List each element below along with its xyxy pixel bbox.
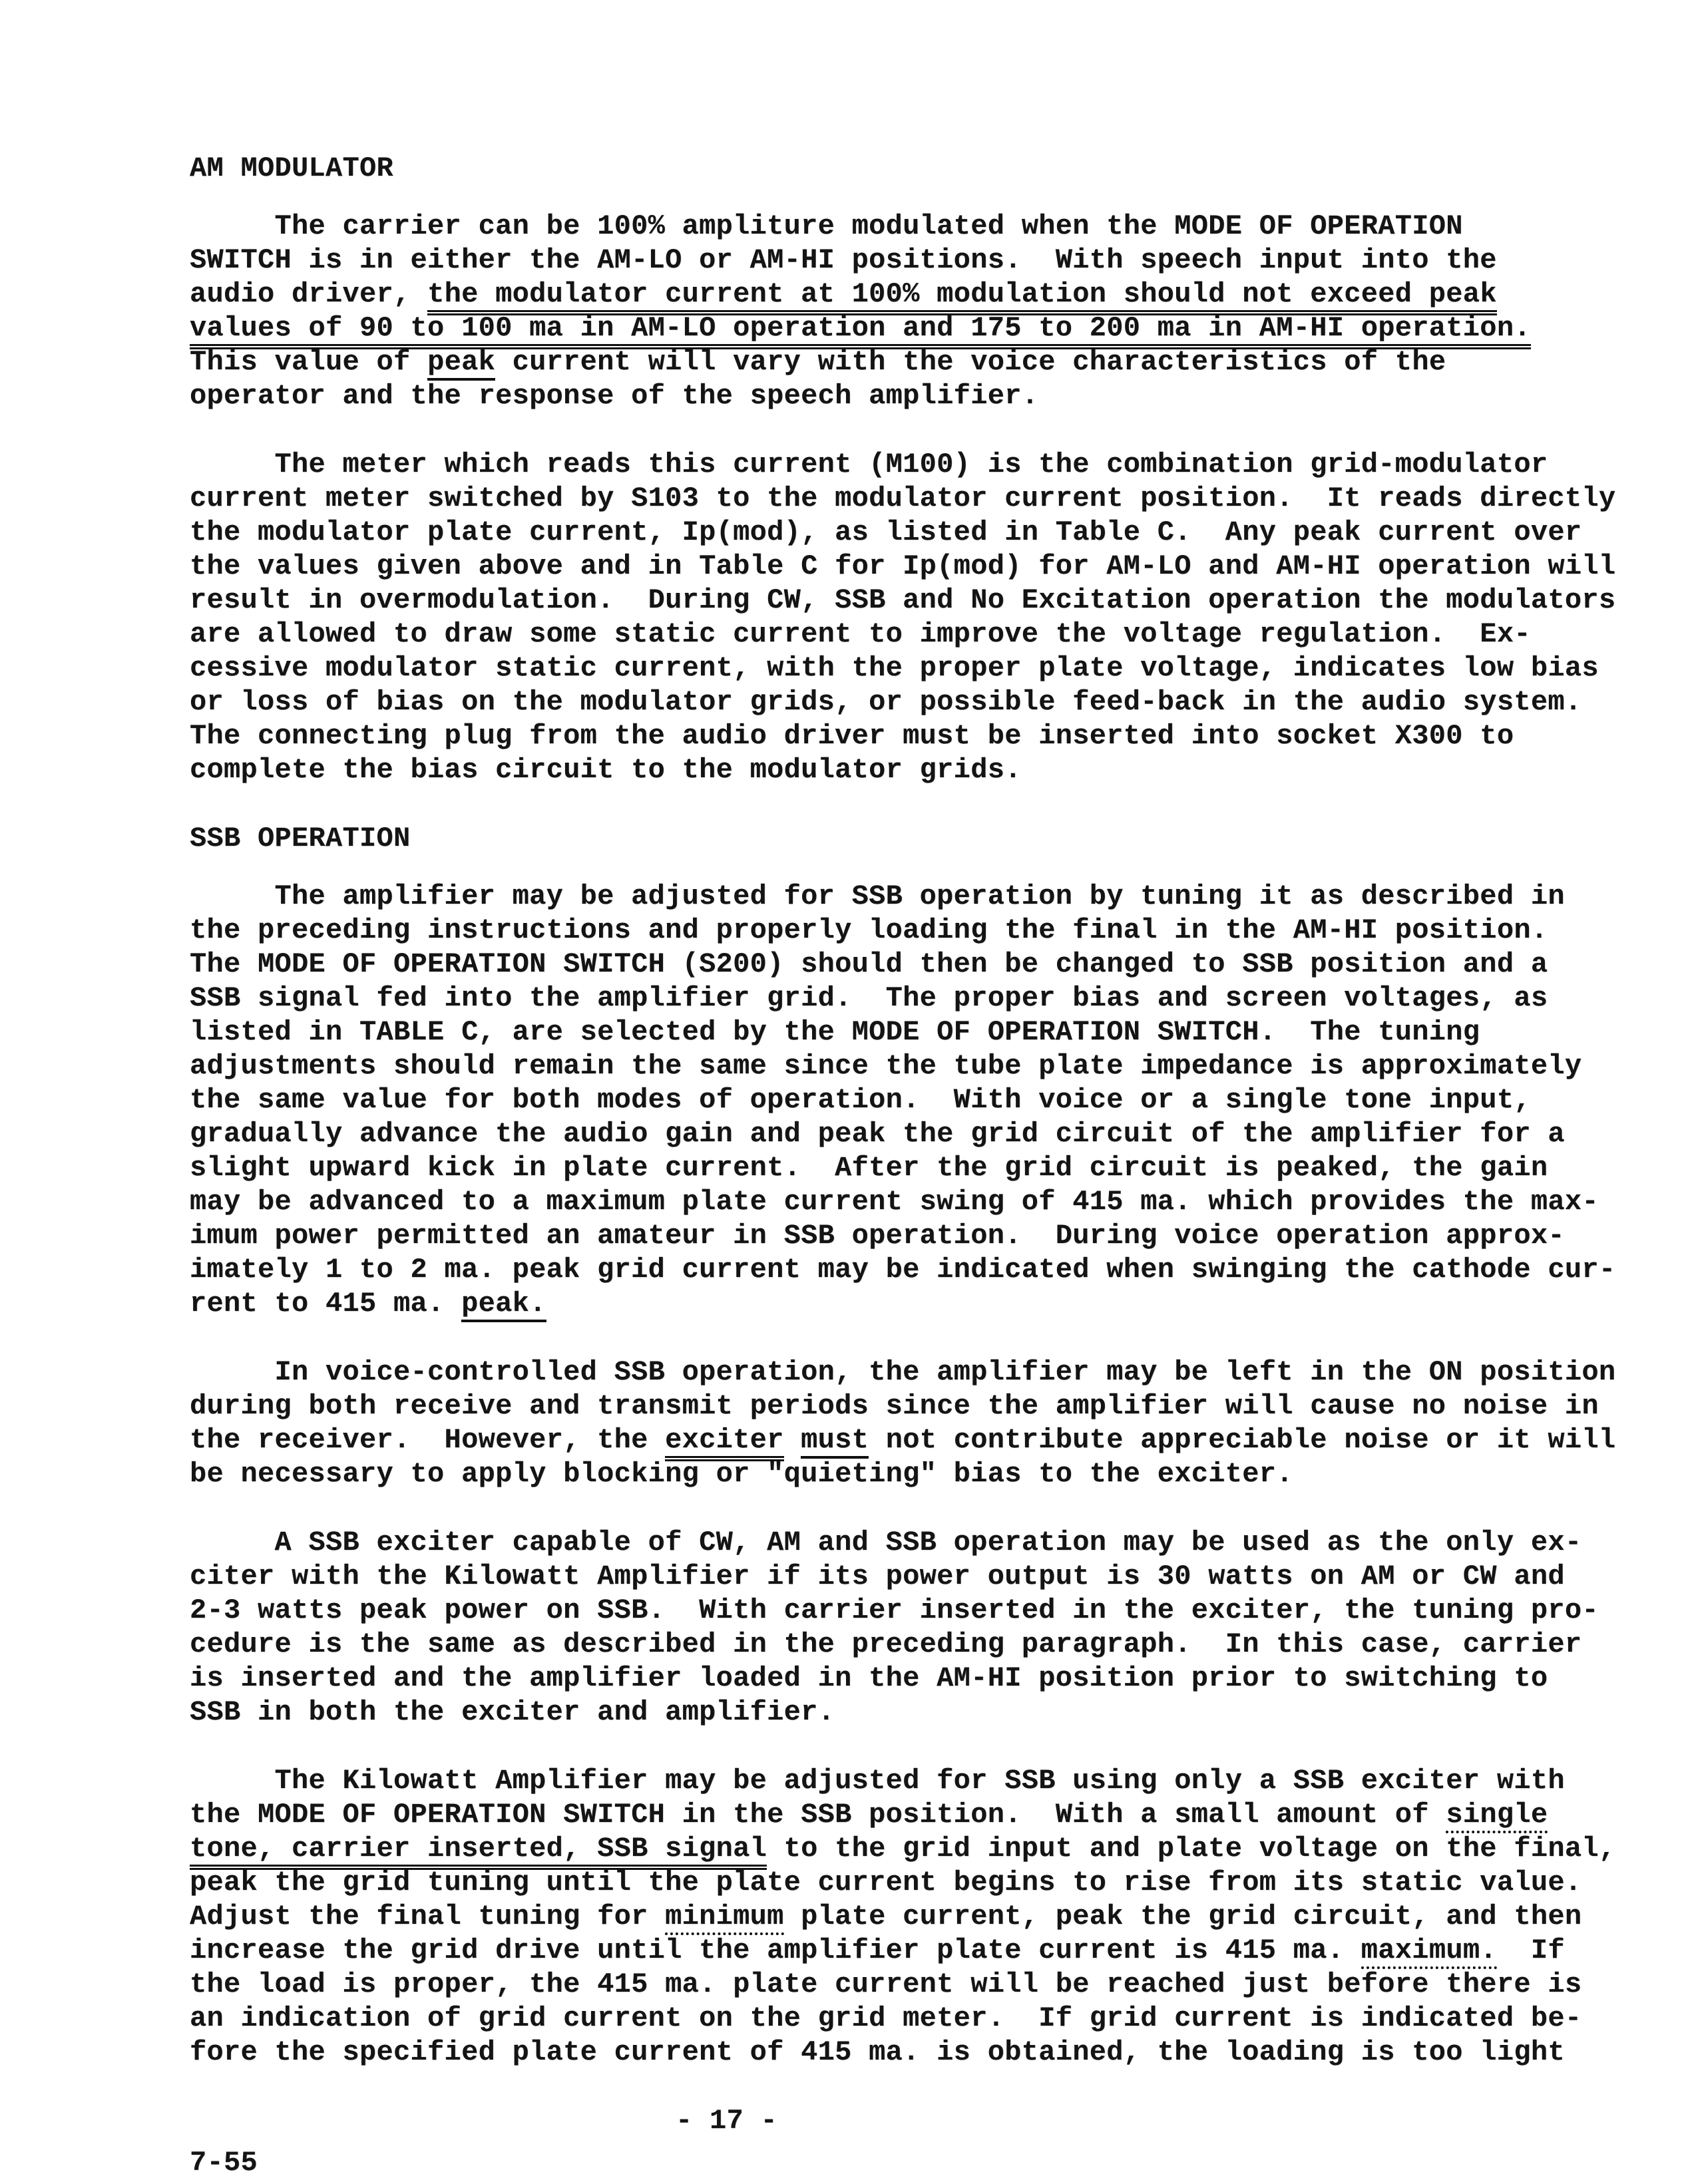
text-segment: not contribute appreciable noise or it will — [869, 1424, 1616, 1456]
underlined-text: minimum — [665, 1901, 784, 1935]
text-segment: current meter switched by S103 to the modulator current position. It reads directly — [190, 482, 1616, 514]
text-segment: cedure is the same as described in the preceding paragraph. In this case, carrier — [190, 1628, 1582, 1660]
text-line — [190, 210, 1649, 244]
document-body — [190, 152, 1649, 2070]
text-segment: the preceding instructions and properly loading the final in the AM-HI position. — [190, 914, 1548, 946]
text-segment: imately 1 to 2 ma. peak grid current may be indicated when swinging the cathode cur- — [190, 1254, 1616, 1286]
text-segment: be necessary to apply blocking or "quieting" bias to the exciter. — [190, 1458, 1293, 1490]
text-line — [190, 584, 1649, 618]
text-segment: increase the grid drive until the amplifier plate current is 415 ma. — [190, 1934, 1361, 1966]
underlined-text: maximum. — [1361, 1934, 1497, 1969]
text-segment: the MODE OF OPERATION SWITCH in the SSB position. With a small amount of — [190, 1799, 1446, 1831]
text-line — [190, 1526, 1649, 1560]
text-line — [190, 618, 1649, 651]
text-line — [190, 1015, 1649, 1049]
text-line — [190, 1594, 1649, 1628]
text-line — [190, 345, 1649, 379]
text-line — [190, 277, 1649, 311]
text-segment: If — [1496, 1934, 1565, 1966]
text-segment: adjustments should remain the same since the tube plate impedance is approximately — [190, 1050, 1582, 1082]
text-segment: peak the grid tuning until the plate current begins to rise from its static value. — [190, 1867, 1582, 1899]
text-line — [190, 1934, 1649, 1968]
text-line — [190, 1253, 1649, 1287]
text-line — [190, 1389, 1649, 1423]
text-segment: citer with the Kilowatt Amplifier if its power output is 30 watts on AM or CW and — [190, 1560, 1565, 1592]
text-segment — [784, 1424, 801, 1456]
text-segment: rent to 415 ma. — [190, 1288, 462, 1320]
paragraph — [190, 210, 1649, 413]
text-segment: complete the bias circuit to the modulator grids. — [190, 754, 1022, 786]
text-line — [190, 1560, 1649, 1594]
text-segment: during both receive and transmit periods since the amplifier will cause no noise in — [190, 1390, 1599, 1422]
text-segment: In voice-controlled SSB operation, the amplifier may be left in the ON position — [190, 1356, 1616, 1388]
text-segment: are allowed to draw some static current to improve the voltage regulation. Ex- — [190, 618, 1531, 650]
text-segment: an indication of grid current on the grid meter. If grid current is indicated be- — [190, 2002, 1582, 2034]
text-line — [190, 914, 1649, 948]
text-line — [190, 982, 1649, 1015]
text-line — [190, 311, 1649, 345]
text-line — [190, 719, 1649, 753]
text-line — [190, 1696, 1649, 1729]
text-line — [190, 1287, 1649, 1321]
text-segment: the receiver. However, the — [190, 1424, 666, 1456]
paragraph — [190, 880, 1649, 1321]
text-line — [190, 1900, 1649, 1934]
text-segment: The Kilowatt Amplifier may be adjusted for SSB using only a SSB exciter with — [190, 1765, 1565, 1797]
text-line — [190, 1185, 1649, 1219]
text-segment: imum power permitted an amateur in SSB operation. During voice operation approx- — [190, 1220, 1565, 1252]
text-segment: operator and the response of the speech amplifier. — [190, 380, 1039, 412]
text-segment: the modulator plate current, Ip(mod), as listed in Table C. Any peak current over — [190, 516, 1582, 548]
text-line — [190, 1219, 1649, 1253]
underlined-text: values of 90 to 100 ma in AM-LO operation and 175 to 200 ma in AM-HI operation. — [190, 312, 1531, 349]
text-line — [190, 1151, 1649, 1185]
text-line — [190, 1117, 1649, 1151]
text-segment: the same value for both modes of operation. With voice or a single tone input, — [190, 1084, 1531, 1116]
text-line — [190, 1628, 1649, 1662]
text-line — [190, 1968, 1649, 2002]
text-line — [190, 482, 1649, 516]
text-segment: plate current, peak the grid circuit, and then — [783, 1901, 1582, 1932]
text-line — [190, 1764, 1649, 1798]
text-segment: slight upward kick in plate current. After the grid circuit is peaked, the gain — [190, 1152, 1548, 1184]
text-segment: or loss of bias on the modulator grids, or possible feed-back in the audio system. — [190, 686, 1582, 718]
text-line — [190, 880, 1649, 914]
text-line — [190, 753, 1649, 787]
underlined-text: peak — [427, 346, 495, 381]
text-segment: SSB in both the exciter and amplifier. — [190, 1696, 835, 1728]
text-segment: listed in TABLE C, are selected by the MODE OF OPERATION SWITCH. The tuning — [190, 1016, 1480, 1048]
section-heading: SSB OPERATION — [190, 822, 411, 854]
underlined-text: tone, carrier inserted, SSB signal — [190, 1833, 767, 1870]
text-segment: fore the specified plate current of 415 ma. is obtained, the loading is too light — [190, 2036, 1565, 2068]
document-content — [190, 152, 1649, 2180]
text-line — [190, 1798, 1649, 1832]
paragraph — [190, 448, 1649, 787]
page-number: - 17 - — [676, 2105, 778, 2137]
text-segment: SSB signal fed into the amplifier grid. The proper bias and screen voltages, as — [190, 982, 1548, 1014]
text-line — [190, 1356, 1649, 1389]
doc-code: 7-55 — [190, 2147, 258, 2179]
text-segment: The meter which reads this current (M100) is the combination grid-modulator — [190, 449, 1548, 480]
text-segment: The carrier can be 100% ampliture modulated when the MODE OF OPERATION — [190, 210, 1463, 242]
text-segment: The MODE OF OPERATION SWITCH (S200) should then be changed to SSB position and a — [190, 948, 1548, 980]
underlined-text: the modulator current at 100% modulation should not exceed peak — [427, 278, 1497, 315]
text-segment: The connecting plug from the audio driver must be inserted into socket X300 to — [190, 720, 1514, 752]
text-segment: is inserted and the amplifier loaded in the AM-HI position prior to switching to — [190, 1662, 1548, 1694]
text-segment: 2-3 watts peak power on SSB. With carrier inserted in the exciter, the tuning pro- — [190, 1594, 1599, 1626]
text-segment: SWITCH is in either the AM-LO or AM-HI positions. With speech input into the — [190, 244, 1497, 276]
text-line — [190, 1049, 1649, 1083]
paragraph — [190, 1356, 1649, 1491]
text-line — [190, 448, 1649, 482]
text-segment: result in overmodulation. During CW, SSB and No Excitation operation the modulators — [190, 584, 1616, 616]
paragraph — [190, 1526, 1649, 1729]
text-line — [190, 379, 1649, 413]
text-segment: may be advanced to a maximum plate current swing of 415 ma. which provides the max- — [190, 1186, 1599, 1218]
text-line — [190, 244, 1649, 277]
text-line — [190, 1832, 1649, 1866]
section-heading: AM MODULATOR — [190, 152, 394, 184]
text-segment: the values given above and in Table C for Ip(mod) for AM-LO and AM-HI operation will — [190, 550, 1616, 582]
text-line — [190, 1423, 1649, 1457]
text-line — [190, 1662, 1649, 1696]
text-segment: the load is proper, the 415 ma. plate current will be reached just before there is — [190, 1968, 1582, 2000]
underlined-text: single — [1446, 1799, 1548, 1833]
text-segment: audio driver, — [190, 278, 428, 310]
text-line — [190, 1866, 1649, 1900]
text-segment: Adjust the final tuning for — [190, 1901, 666, 1932]
paragraph — [190, 1764, 1649, 2070]
underlined-text: exciter — [665, 1424, 784, 1461]
text-line — [190, 948, 1649, 982]
underlined-text: must — [801, 1424, 869, 1459]
text-segment: cessive modulator static current, with the proper plate voltage, indicates low bias — [190, 652, 1599, 684]
text-segment: A SSB exciter capable of CW, AM and SSB operation may be used as the only ex- — [190, 1527, 1582, 1558]
text-line — [190, 2002, 1649, 2036]
text-line — [190, 2036, 1649, 2070]
text-line — [190, 651, 1649, 685]
text-segment: current will vary with the voice characteristics of the — [495, 346, 1446, 378]
text-line — [190, 1457, 1649, 1491]
text-segment: This value of — [190, 346, 428, 378]
text-segment: gradually advance the audio gain and peak the grid circuit of the amplifier for a — [190, 1118, 1565, 1150]
text-line — [190, 685, 1649, 719]
underlined-text: peak. — [461, 1288, 546, 1322]
text-segment: to the grid input and plate voltage on the final, — [767, 1833, 1616, 1865]
text-line — [190, 516, 1649, 550]
text-segment: The amplifier may be adjusted for SSB operation by tuning it as described in — [190, 880, 1565, 912]
text-line — [190, 1083, 1649, 1117]
text-line — [190, 550, 1649, 584]
